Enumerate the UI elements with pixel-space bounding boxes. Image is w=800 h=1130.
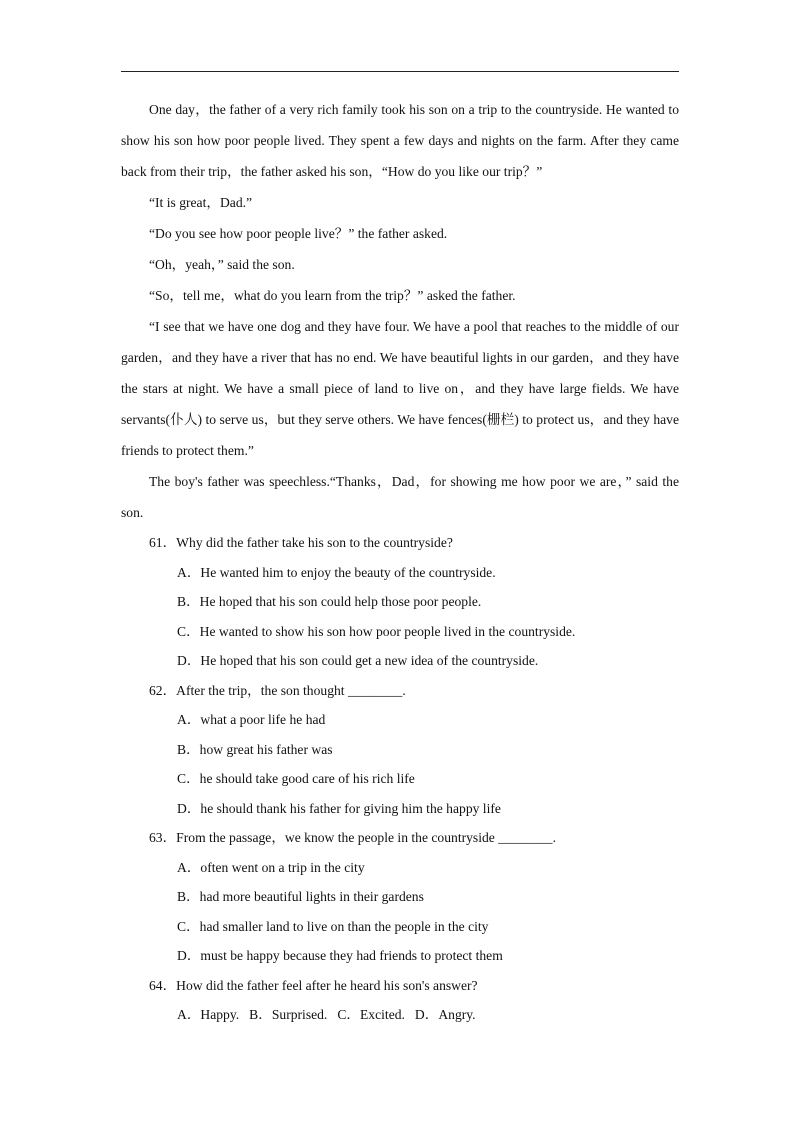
option-c: C．had smaller land to live on than the people in the city — [177, 918, 489, 934]
question-stem: 62．After the trip，the son thought ________. — [149, 682, 406, 698]
option-b: B．how great his father was — [177, 741, 333, 757]
question-63 — [121, 823, 679, 971]
header-rule — [121, 71, 679, 72]
option-a: A．He wanted him to enjoy the beauty of the countryside. — [177, 564, 496, 580]
option-c: C．He wanted to show his son how poor people lived in the countryside. — [177, 623, 576, 639]
question-64 — [121, 971, 679, 1030]
option-d: D．must be happy because they had friends to protect them — [177, 948, 503, 963]
option-b: B．Surprised. — [249, 1007, 328, 1022]
option-c: C．he should take good care of his rich life — [177, 771, 415, 786]
options-row — [121, 1000, 679, 1030]
passage-paragraph-7: The boy's father was speechless.“Thanks，Dad，for showing me how poor we are，” said the son. — [121, 474, 679, 520]
option-d: D．He hoped that his son could get a new idea of the countryside. — [177, 653, 539, 668]
passage-paragraph-4: “Oh，yeah，” said the son. — [149, 257, 295, 272]
passage-paragraph-6: “I see that we have one dog and they have four. We have a pool that reaches to the middle of our garden，and they have a river that has no end. We have beautiful lights in our garden，and they have the stars at night. We have a small piece of land to live on，and they have large fields. We have servants(仆人) to serve us，but they serve others. We have fences(栅栏) to protect us，and they have friends to protect them.” — [121, 319, 679, 458]
question-stem: 63．From the passage，we know the people in the countryside ________. — [149, 830, 556, 845]
document-body — [121, 94, 679, 1030]
option-d: D．Angry. — [414, 1007, 476, 1022]
option-b: B．had more beautiful lights in their gardens — [177, 889, 424, 904]
question-62 — [121, 676, 679, 824]
option-a: A．often went on a trip in the city — [177, 859, 365, 875]
option-a: A．Happy. — [177, 1007, 240, 1022]
question-stem: 64．How did the father feel after he heard his son's answer? — [149, 977, 478, 993]
passage-paragraph-3: “Do you see how poor people live？” the father asked. — [149, 226, 448, 241]
passage-paragraph-5: “So，tell me，what do you learn from the trip？” asked the father. — [149, 288, 516, 303]
question-stem: 61．Why did the father take his son to the countryside? — [149, 535, 453, 550]
option-c: C．Excited. — [337, 1007, 405, 1022]
question-61 — [121, 528, 679, 676]
option-a: A．what a poor life he had — [177, 712, 326, 727]
passage-paragraph-1: One day，the father of a very rich family took his son on a trip to the countryside. He wanted to show his son how poor people lived. They spent a few days and nights on the farm. After they came back from their trip，the father asked his son，“How do you like our trip？” — [121, 102, 679, 179]
option-b: B．He hoped that his son could help those poor people. — [177, 594, 482, 609]
passage-paragraph-2: “It is great，Dad.” — [149, 195, 253, 210]
option-d: D．he should thank his father for giving him the happy life — [177, 800, 501, 816]
